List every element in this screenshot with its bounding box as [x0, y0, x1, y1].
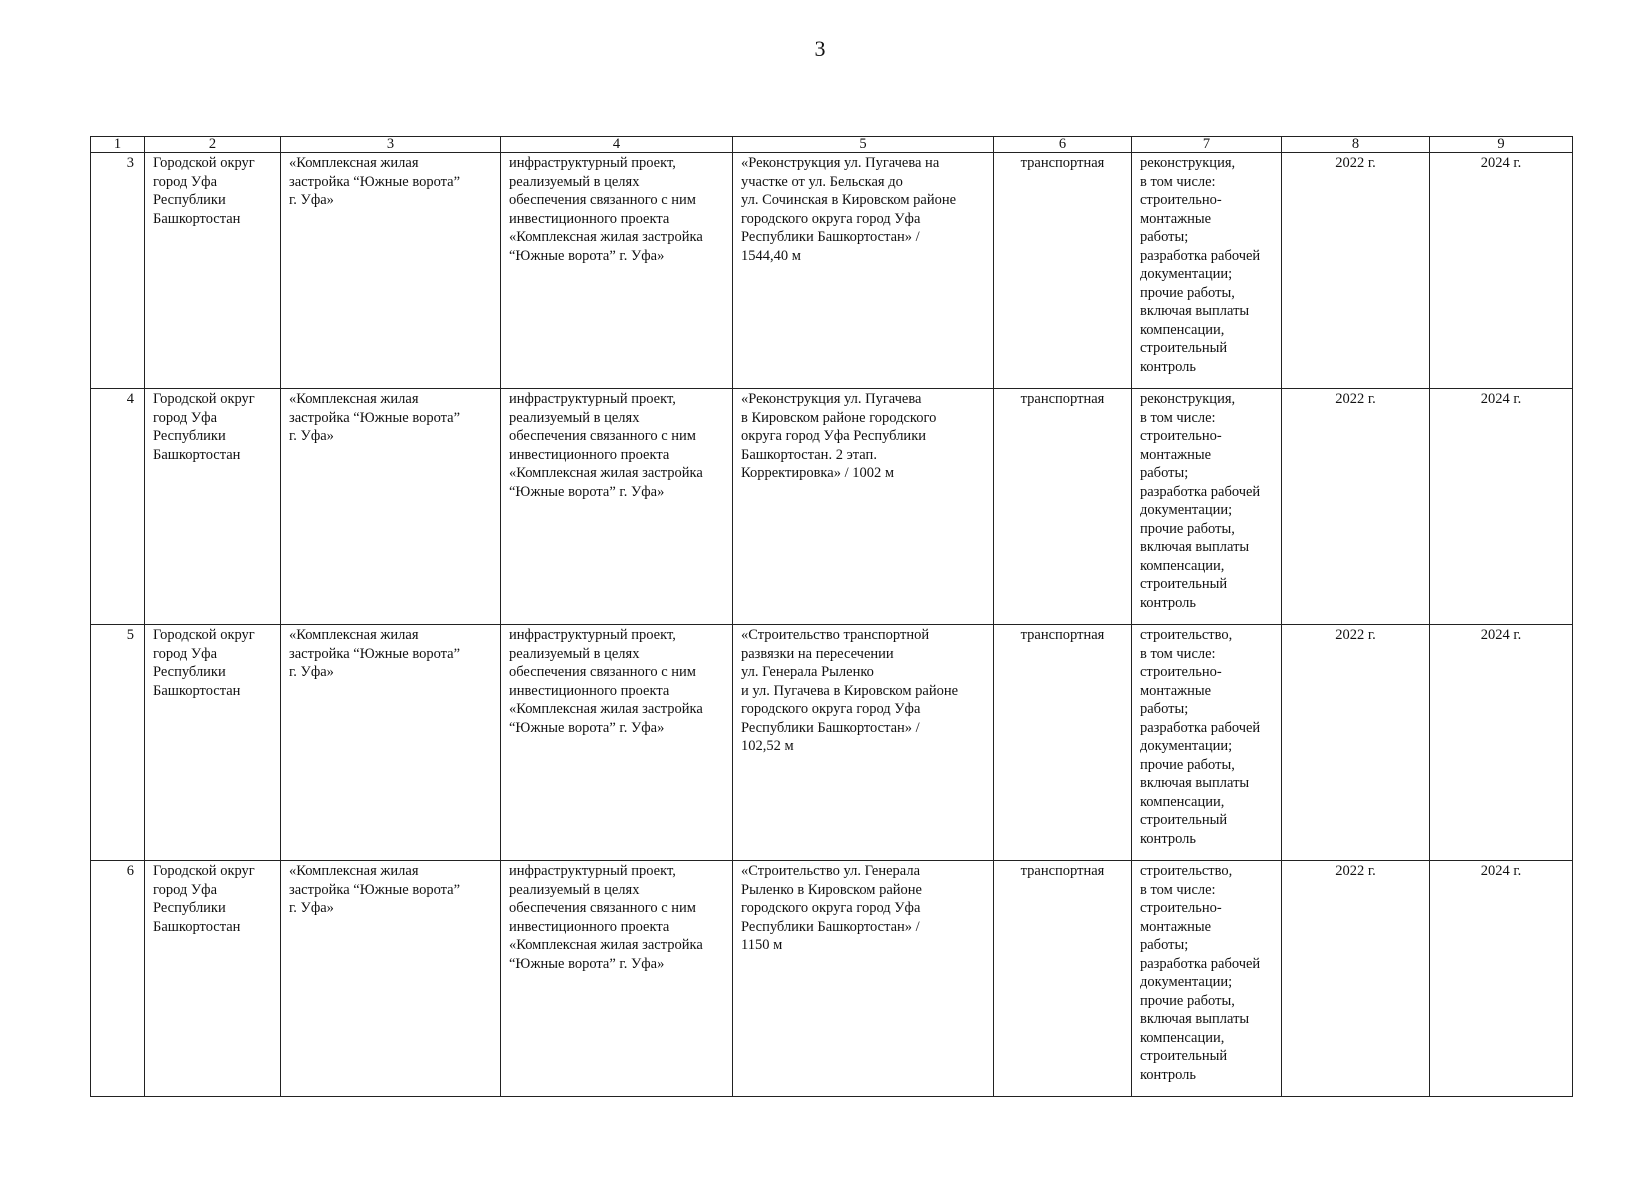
row-number: 6 [126, 863, 134, 879]
table-row [91, 625, 1573, 861]
start-year-cell [1282, 389, 1430, 625]
header-cell: 1 [91, 137, 145, 153]
table-row [91, 153, 1573, 389]
header-row [91, 137, 1573, 153]
project-cell [281, 153, 501, 389]
header-cell: 9 [1430, 137, 1573, 153]
end-year: 2024 г. [1480, 863, 1522, 879]
row-number: 5 [126, 627, 134, 643]
row-number-cell [91, 389, 145, 625]
project-type-cell [501, 153, 733, 389]
start-year: 2022 г. [1335, 863, 1376, 879]
row-number-cell [91, 625, 145, 861]
territory-text: Городской округ город Уфа Республики Башкортостан [153, 627, 255, 699]
works-cell [1132, 389, 1282, 625]
start-year-cell [1282, 625, 1430, 861]
start-year-cell [1282, 153, 1430, 389]
header-cell: 3 [281, 137, 501, 153]
header-cell: 2 [145, 137, 281, 153]
infrastructure-cell [994, 389, 1132, 625]
works-text: строительство, в том числе: строительно- монтажные работы; разработка рабочей документации; прочие работы, включая выплаты компенсации, строительный контроль [1140, 863, 1261, 1083]
territory-text: Городской округ город Уфа Республики Башкортостан [153, 155, 255, 227]
object-text: «Реконструкция ул. Пугачева на участке от ул. Бельская до ул. Сочинская в Кировском районе городского округа город Уфа Республики Башкортостан» / 1544,40 м [741, 155, 957, 264]
project-type-text: инфраструктурный проект, реализуемый в целях обеспечения связанного с ним инвестиционного проекта «Комплексная жилая застройка “Южные ворота” г. Уфа» [509, 155, 703, 264]
start-year: 2022 г. [1335, 627, 1376, 643]
start-year: 2022 г. [1335, 391, 1376, 407]
header-cell: 8 [1282, 137, 1430, 153]
territory-cell [145, 625, 281, 861]
project-cell [281, 389, 501, 625]
row-number: 4 [126, 391, 134, 407]
works-text: реконструкция, в том числе: строительно- монтажные работы; разработка рабочей документации; прочие работы, включая выплаты компенсации, строительный контроль [1140, 391, 1261, 611]
works-text: реконструкция, в том числе: строительно- монтажные работы; разработка рабочей документации; прочие работы, включая выплаты компенсации, строительный контроль [1140, 155, 1261, 375]
projects-table [90, 136, 1573, 1097]
end-year-cell [1430, 153, 1573, 389]
start-year: 2022 г. [1335, 155, 1376, 171]
object-cell [733, 389, 994, 625]
project-type-cell [501, 625, 733, 861]
infrastructure-text: транспортная [1020, 627, 1105, 643]
works-cell [1132, 861, 1282, 1097]
infrastructure-cell [994, 625, 1132, 861]
infrastructure-text: транспортная [1020, 391, 1105, 407]
works-text: строительство, в том числе: строительно- монтажные работы; разработка рабочей документации; прочие работы, включая выплаты компенсации, строительный контроль [1140, 627, 1261, 847]
row-number: 3 [126, 155, 134, 171]
project-type-cell [501, 861, 733, 1097]
territory-cell [145, 861, 281, 1097]
works-cell [1132, 625, 1282, 861]
header-cell: 4 [501, 137, 733, 153]
works-cell [1132, 153, 1282, 389]
object-text: «Строительство транспортной развязки на пересечении ул. Генерала Рыленко и ул. Пугачева в Кировском районе городского округа город Уфа Республики Башкортостан» / 102,52 м [741, 627, 959, 754]
territory-text: Городской округ город Уфа Республики Башкортостан [153, 863, 255, 935]
table-row [91, 861, 1573, 1097]
object-cell [733, 153, 994, 389]
project-text: «Комплексная жилая застройка “Южные ворота” г. Уфа» [289, 627, 461, 680]
project-type-text: инфраструктурный проект, реализуемый в целях обеспечения связанного с ним инвестиционного проекта «Комплексная жилая застройка “Южные ворота” г. Уфа» [509, 391, 703, 500]
object-text: «Реконструкция ул. Пугачева в Кировском районе городского округа город Уфа Республики Башкортостан. 2 этап. Корректировка» / 1002 м [741, 391, 937, 481]
project-text: «Комплексная жилая застройка “Южные ворота” г. Уфа» [289, 863, 461, 916]
project-text: «Комплексная жилая застройка “Южные ворота” г. Уфа» [289, 391, 461, 444]
territory-cell [145, 153, 281, 389]
end-year-cell [1430, 625, 1573, 861]
page-number: 3 [814, 36, 826, 61]
end-year: 2024 г. [1480, 391, 1522, 407]
project-cell [281, 861, 501, 1097]
infrastructure-cell [994, 861, 1132, 1097]
infrastructure-text: транспортная [1020, 155, 1105, 171]
infrastructure-cell [994, 153, 1132, 389]
row-number-cell [91, 153, 145, 389]
end-year-cell [1430, 861, 1573, 1097]
object-cell [733, 625, 994, 861]
project-type-text: инфраструктурный проект, реализуемый в целях обеспечения связанного с ним инвестиционного проекта «Комплексная жилая застройка “Южные ворота” г. Уфа» [509, 627, 703, 736]
project-text: «Комплексная жилая застройка “Южные ворота” г. Уфа» [289, 155, 461, 208]
header-cell: 7 [1132, 137, 1282, 153]
territory-text: Городской округ город Уфа Республики Башкортостан [153, 391, 255, 463]
header-cell: 6 [994, 137, 1132, 153]
end-year: 2024 г. [1480, 155, 1522, 171]
end-year: 2024 г. [1480, 627, 1522, 643]
object-cell [733, 861, 994, 1097]
project-cell [281, 625, 501, 861]
row-number-cell [91, 861, 145, 1097]
table-row [91, 389, 1573, 625]
infrastructure-text: транспортная [1020, 863, 1105, 879]
project-type-text: инфраструктурный проект, реализуемый в целях обеспечения связанного с ним инвестиционного проекта «Комплексная жилая застройка “Южные ворота” г. Уфа» [509, 863, 703, 972]
start-year-cell [1282, 861, 1430, 1097]
object-text: «Строительство ул. Генерала Рыленко в Кировском районе городского округа город Уфа Республики Башкортостан» / 1150 м [741, 863, 922, 953]
project-type-cell [501, 389, 733, 625]
end-year-cell [1430, 389, 1573, 625]
header-cell: 5 [733, 137, 994, 153]
territory-cell [145, 389, 281, 625]
